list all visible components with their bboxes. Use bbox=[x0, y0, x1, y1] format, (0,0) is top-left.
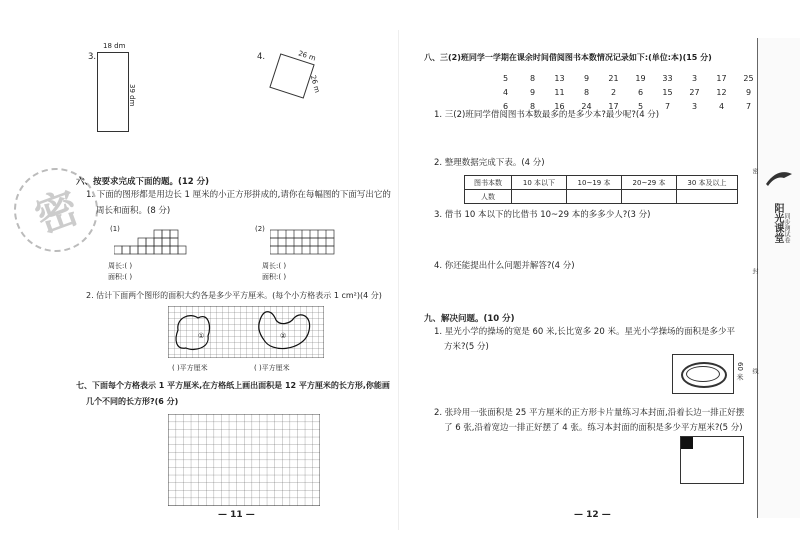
sec9-p1-line2: 方米?(5 分) bbox=[444, 342, 489, 352]
table-row-label: 人数 bbox=[465, 190, 512, 204]
fig1-area: 面积:( ) bbox=[108, 273, 133, 281]
data-cell: 24 bbox=[581, 102, 592, 111]
data-cell: 25 bbox=[743, 74, 754, 83]
fig2-perimeter: 周长:( ) bbox=[262, 262, 287, 270]
seal-char-c: 线 bbox=[751, 368, 758, 374]
sec8-q4: 4. 你还能提出什么问题并解答?(4 分) bbox=[434, 261, 575, 271]
estimation-grid bbox=[168, 306, 324, 358]
sec7-title-line1: 七、下面每个方格表示 1 平方厘米,在方格纸上画出面积是 12 平方厘米的长方形,你能画 bbox=[76, 381, 390, 390]
table-header-cell: 30 本及以上 bbox=[677, 176, 738, 190]
field-width-label: 60 米 bbox=[736, 362, 744, 381]
sec6-q2: 2. 估计下面两个图形的面积大约各是多少平方厘米。(每个小方格表示 1 cm²)(4 分) bbox=[86, 291, 382, 300]
data-cell: 3 bbox=[691, 102, 698, 111]
data-cell: 4 bbox=[502, 88, 509, 97]
blob1-answer: ( )平方厘米 bbox=[172, 364, 208, 372]
track-inner-oval bbox=[686, 366, 720, 382]
card-square bbox=[681, 437, 693, 449]
logo-icon bbox=[764, 168, 794, 188]
data-cell: 5 bbox=[637, 102, 644, 111]
brand-name: 阳光课堂 bbox=[772, 203, 783, 243]
q3-number: 3. bbox=[88, 52, 97, 62]
q3-side-label: 39 dm bbox=[128, 84, 136, 107]
table-header-cell: 20~29 本 bbox=[622, 176, 677, 190]
table-cell[interactable] bbox=[677, 190, 738, 204]
table-header-cell: 图书本数 bbox=[465, 176, 512, 190]
data-cell: 6 bbox=[637, 88, 644, 97]
confidential-stamp bbox=[2, 156, 110, 264]
fig1-shape bbox=[114, 228, 194, 258]
data-cell: 2 bbox=[610, 88, 617, 97]
table-header-cell: 10~19 本 bbox=[567, 176, 622, 190]
q4-label-a: 26 m bbox=[297, 49, 317, 63]
data-cell: 15 bbox=[662, 88, 673, 97]
page-fold bbox=[398, 30, 399, 530]
sec9-p2-line2: 了 6 张,沿着宽边一排正好摆了 4 张。练习本封面的面积是多少平方厘米?(5 分) bbox=[444, 423, 743, 433]
seal-char-a: 密 bbox=[751, 168, 758, 174]
sec8-q1: 1. 三(2)班同学借阅图书本数最多的是多少本?最少呢?(4 分) bbox=[434, 110, 660, 120]
blob2-answer: ( )平方厘米 bbox=[254, 364, 290, 372]
data-cell: 33 bbox=[662, 74, 673, 83]
data-cell: 21 bbox=[608, 74, 619, 83]
data-cell: 27 bbox=[689, 88, 700, 97]
fig1-label: (1) bbox=[110, 225, 120, 233]
sec8-title: 八、三(2)班同学一学期在课余时间借阅图书本数情况记录如下:(单位:本)(15 分) bbox=[424, 53, 712, 62]
fig2-area: 面积:( ) bbox=[262, 273, 287, 281]
playground-figure bbox=[672, 354, 734, 394]
fig2-shape bbox=[270, 228, 340, 258]
data-cell: 9 bbox=[583, 74, 590, 83]
sec7-title-line2: 几个不同的长方形?(6 分) bbox=[86, 397, 179, 406]
table-cell[interactable] bbox=[512, 190, 567, 204]
q4-number: 4. bbox=[257, 52, 266, 62]
data-cell: 16 bbox=[554, 102, 565, 111]
data-cell: 13 bbox=[554, 74, 565, 83]
data-cell: 12 bbox=[716, 88, 727, 97]
table-row bbox=[465, 176, 738, 190]
binding-sidebar bbox=[751, 38, 800, 518]
data-cell: 11 bbox=[554, 88, 565, 97]
notebook-figure bbox=[680, 436, 744, 484]
sec9-title: 九、解决问题。(10 分) bbox=[424, 314, 515, 324]
page-number-11: — 11 — bbox=[218, 510, 255, 520]
sec6-q1-line1: 1. 下面的图形都是用边长 1 厘米的小正方形拼成的,请你在每幅图的下面写出它的 bbox=[86, 190, 391, 200]
data-cell: 19 bbox=[635, 74, 646, 83]
data-cell: 6 bbox=[502, 102, 509, 111]
fig2-label: (2) bbox=[255, 225, 265, 233]
stamp-text: 密 bbox=[28, 182, 85, 243]
data-cell: 8 bbox=[583, 88, 590, 97]
data-cell: 5 bbox=[502, 74, 509, 83]
data-cell: 17 bbox=[608, 102, 619, 111]
sec9-p2-line1: 2. 张玲用一张面积是 25 平方厘米的正方形卡片量练习本封面,沿着长边一排正好摆 bbox=[434, 408, 745, 418]
sec6-title: 六、按要求完成下面的题。(12 分) bbox=[76, 177, 210, 187]
table-row bbox=[465, 190, 738, 204]
table-header-cell: 10 本以下 bbox=[512, 176, 567, 190]
table-cell[interactable] bbox=[567, 190, 622, 204]
data-cell: 9 bbox=[529, 88, 536, 97]
data-cell: 7 bbox=[745, 102, 752, 111]
sec8-q3: 3. 借书 10 本以下的比借书 10~29 本的多多少人?(3 分) bbox=[434, 210, 651, 220]
q3-top-label: 18 dm bbox=[103, 42, 126, 50]
seal-char-b: 封 bbox=[751, 268, 758, 274]
stats-table bbox=[464, 175, 738, 204]
table-cell[interactable] bbox=[622, 190, 677, 204]
fig1-perimeter: 周长:( ) bbox=[108, 262, 133, 270]
data-cell: 3 bbox=[691, 74, 698, 83]
data-cell: 7 bbox=[664, 102, 671, 111]
sec9-p1-line1: 1. 星光小学的操场的宽是 60 米,长比宽多 20 米。星光小学操场的面积是多少平 bbox=[434, 327, 735, 337]
data-cell: 9 bbox=[745, 88, 752, 97]
page-number-12: — 12 — bbox=[574, 510, 611, 520]
data-cell: 8 bbox=[529, 74, 536, 83]
data-cell: 8 bbox=[529, 102, 536, 111]
blob2-label: ② bbox=[280, 332, 287, 340]
sec6-q1-line2: 周长和面积。(8 分) bbox=[96, 206, 171, 216]
drawing-grid[interactable] bbox=[168, 414, 320, 506]
blob1-label: ① bbox=[198, 332, 205, 340]
q3-rectangle bbox=[97, 52, 129, 132]
brand-sub: 同步测试卷 bbox=[783, 213, 790, 243]
data-cell: 4 bbox=[718, 102, 725, 111]
q4-label-b: 26 m bbox=[308, 74, 322, 94]
sec8-q2: 2. 整理数据完成下表。(4 分) bbox=[434, 158, 545, 168]
data-cell: 17 bbox=[716, 74, 727, 83]
